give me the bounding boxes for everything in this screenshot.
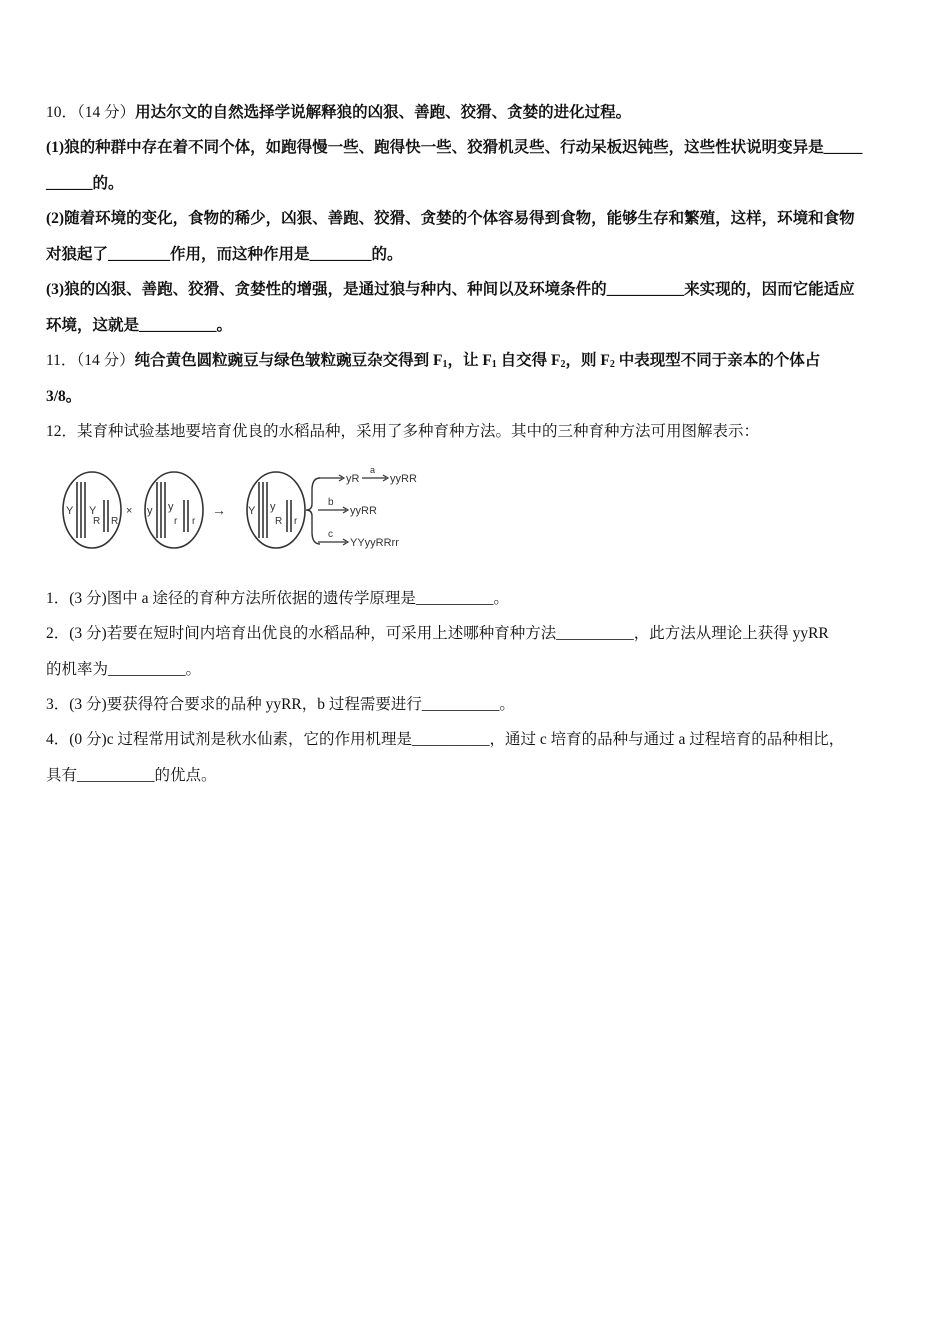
q10-part2-line2: 对狼起了________作用，而这种作用是________的。 <box>46 246 403 263</box>
q11-sub-3: 2 <box>560 359 566 370</box>
q11-stem-b: ，让 F <box>447 352 492 369</box>
q12-subquestion-1: 1．(3 分)图中 a 途径的育种方法所依据的遗传学原理是__________。 <box>46 590 509 607</box>
allele-label: y <box>270 501 276 513</box>
q10-part1-line2: ______的。 <box>46 175 124 192</box>
branch-c-result: YYyyRRrr <box>350 537 399 549</box>
q11-number: 11． <box>46 352 77 369</box>
q11-sub-2: 1 <box>491 359 497 370</box>
q12-subquestion-2-line1: 2．(3 分)若要在短时间内培育出优良的水稻品种，可采用上述哪种育种方法__________，此方法从理论上获得 yyRR <box>46 625 829 642</box>
q10-stem: 用达尔文的自然选择学说解释狼的凶狠、善跑、狡猾、贪婪的进化过程。 <box>135 104 632 121</box>
allele-label: y <box>147 505 153 517</box>
allele-label: Y <box>66 505 74 517</box>
q11-stem-d: ，则 F <box>565 352 610 369</box>
branch-a-result: yyRR <box>390 473 417 485</box>
q11-stem-e: 中表现型不同于亲本的个体占 <box>614 352 821 369</box>
q11-stem-a: 纯合黄色圆粒豌豆与绿色皱粒豌豆杂交得到 F <box>134 352 443 369</box>
q12-subquestion-3: 3．(3 分)要获得符合要求的品种 yyRR，b 过程需要进行__________。 <box>46 696 515 713</box>
q12-subquestion-4-line2: 具有__________的优点。 <box>46 767 217 784</box>
q10-part2-line1: (2)随着环境的变化，食物的稀少，凶狠、善跑、狡猾、贪婪的个体容易得到食物，能够生存和繁殖，这样，环境和食物 <box>46 210 855 227</box>
branch-b-label: b <box>328 497 334 508</box>
q12-stem: 12．某育种试验基地要培育优良的水稻品种，采用了多种育种方法。其中的三种育种方法可用图解表示： <box>46 423 760 440</box>
q10-part1-line1: (1)狼的种群中存在着不同个体，如跑得慢一些、跑得快一些、狡猾机灵些、行动呆板迟钝些，这些性状说明变异是_____ <box>46 139 863 156</box>
q12-subquestion-4-line1: 4．(0 分)c 过程常用试剂是秋水仙素，它的作用机理是__________，通过 c 培育的品种与通过 a 过程培育的品种相比， <box>46 731 845 748</box>
brace-shape <box>306 478 320 544</box>
q10-number: 10． <box>46 104 78 121</box>
branch-a-label: a <box>370 465 376 475</box>
q10-part3-line2: 环境，这就是__________。 <box>46 317 233 334</box>
q11-sub-1: 1 <box>442 359 448 370</box>
breeding-diagram <box>60 462 440 558</box>
q12-subquestion-2-line2: 的机率为__________。 <box>46 661 202 678</box>
q11-stem-line <box>46 351 906 375</box>
allele-label: Y <box>248 505 256 517</box>
allele-label: r <box>174 516 178 527</box>
allele-label: Y <box>89 505 97 517</box>
q11-score: （14 分） <box>76 352 135 369</box>
allele-label: R <box>275 516 283 527</box>
q11-sub-4: 2 <box>609 359 615 370</box>
cell-3-outline <box>247 472 305 548</box>
allele-label: r <box>192 516 196 527</box>
q10-score: （14 分） <box>77 104 136 121</box>
arrow-glyph: → <box>212 502 226 518</box>
allele-label: R <box>93 516 101 527</box>
branch-a-intermediate: yR <box>346 473 360 485</box>
cross-symbol: × <box>126 505 133 517</box>
branch-c-label: c <box>328 529 333 540</box>
q10-stem-line <box>46 103 906 123</box>
allele-label: r <box>294 516 298 527</box>
q10-part3-line1: (3)狼的凶狠、善跑、狡猾、贪婪性的增强，是通过狼与种内、种间以及环境条件的__________来实现的，因而它能适应 <box>46 281 855 298</box>
allele-label: R <box>111 516 119 527</box>
allele-label: y <box>168 501 174 513</box>
cell-2-outline <box>145 472 203 548</box>
branch-b-result: yyRR <box>350 505 377 517</box>
q11-stem-c: 自交得 F <box>496 352 561 369</box>
q11-answer: 3/8。 <box>46 388 82 405</box>
